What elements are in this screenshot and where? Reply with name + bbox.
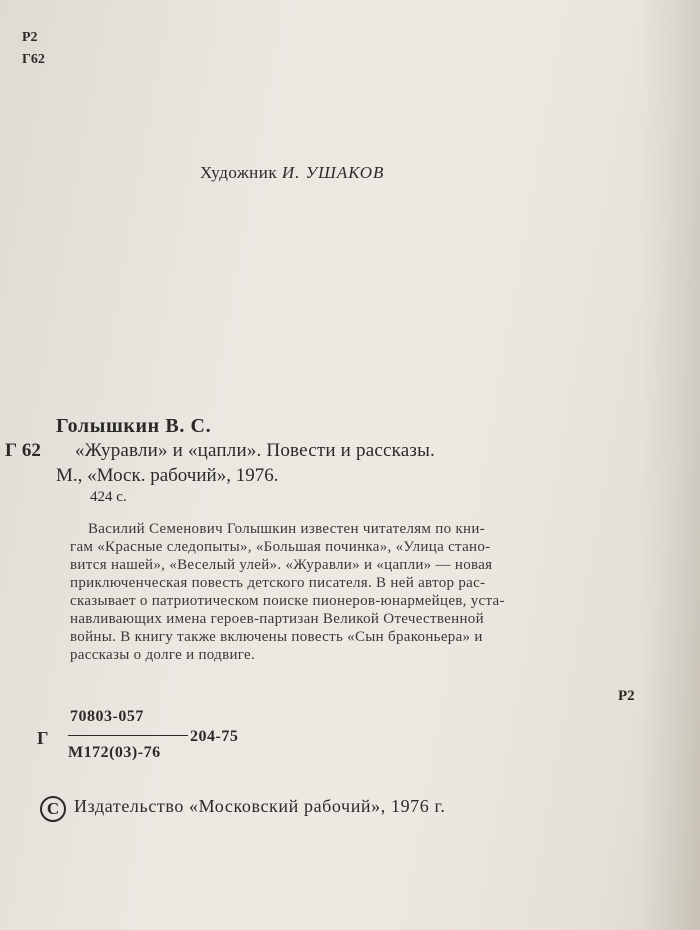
annotation-line: вится нашей», «Веселый улей». «Журавли» и «цапли» — новая [70, 557, 493, 573]
catalog-pages: 424 с. [90, 489, 127, 505]
catalog-publication: М., «Моск. рабочий», 1976. [56, 465, 279, 486]
artist-name: И. УШАКОВ [281, 163, 385, 182]
classification-top: Р2 [22, 30, 38, 45]
fraction-suffix: 204-75 [190, 728, 239, 745]
annotation-paragraph [70, 520, 640, 664]
catalog-author: Голышкин В. С. [56, 415, 212, 437]
artist-credit [200, 163, 384, 183]
fraction-divider [68, 735, 188, 736]
annotation-line: войны. В книгу также включены повесть «Сын браконьера» и [70, 629, 483, 645]
annotation-line: навливающих имена героев-партизан Великой Отечественной [70, 611, 484, 627]
index-code-right: Р2 [618, 688, 635, 704]
annotation-line: гам «Красные следопыты», «Большая починка», «Улица стано- [70, 539, 491, 555]
page-fold-shadow [640, 0, 700, 930]
copyright-text: Издательство «Московский рабочий», 1976 г. [74, 796, 446, 816]
copyright-icon: C [40, 796, 66, 822]
classification-bottom: Г62 [22, 52, 45, 67]
catalog-title: «Журавли» и «цапли». Повести и рассказы. [75, 440, 435, 461]
artist-label: Художник [200, 163, 278, 182]
fraction-numerator: 70803-057 [70, 708, 144, 725]
annotation-line: сказывает о патриотическом поиске пионеров-юнармейцев, уста- [70, 593, 505, 609]
annotation-line: Василий Семенович Голышкин известен читателям по кни- [88, 521, 485, 537]
annotation-line: приключенческая повесть детского писателя. В ней автор рас- [70, 575, 486, 591]
fraction-denominator: М172(03)-76 [68, 744, 161, 761]
catalog-code: Г 62 [5, 440, 41, 461]
fraction-letter: Г [37, 728, 49, 748]
annotation-line: рассказы о долге и подвиге. [70, 647, 256, 663]
